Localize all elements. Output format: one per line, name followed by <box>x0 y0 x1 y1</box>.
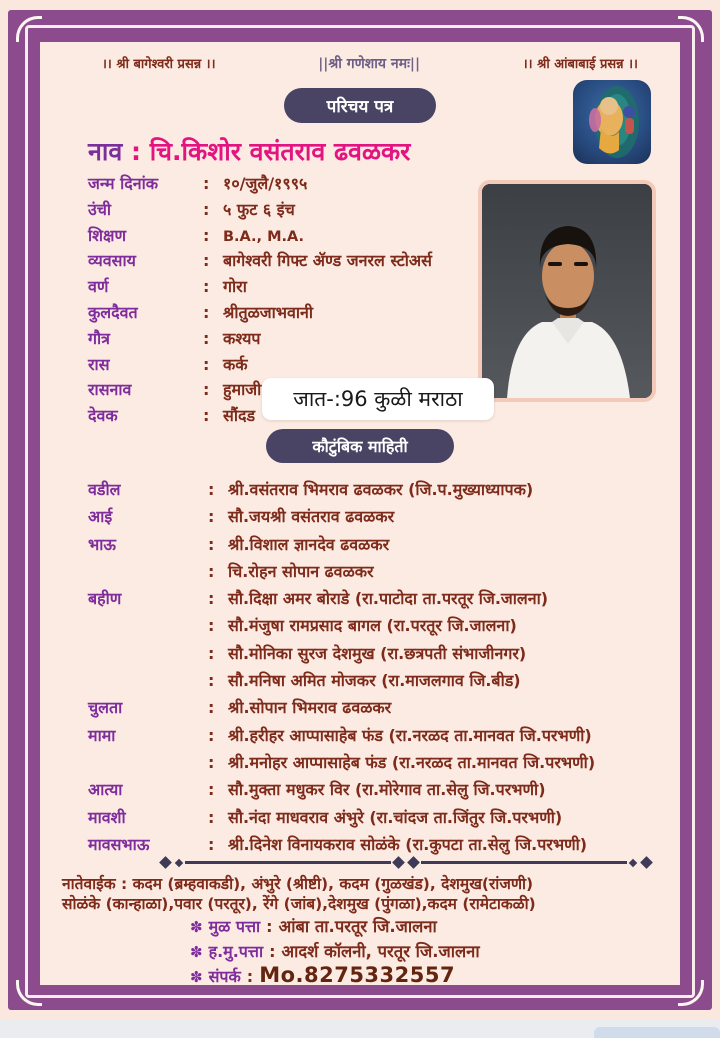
detail-value: हुमाजी <box>223 380 262 400</box>
address-label: ह.मु.पत्ता <box>208 941 264 961</box>
detail-label: रास <box>88 354 110 374</box>
diamond-ornament <box>159 856 172 869</box>
deity-image <box>573 80 651 164</box>
blessing-right: ।। श्री आंबाबाई प्रसन्न ।। <box>522 57 638 72</box>
colon: : <box>208 589 215 609</box>
address-block <box>190 914 480 988</box>
family-row <box>88 560 678 587</box>
detail-label: शिक्षण <box>88 225 127 245</box>
colon: : <box>208 480 215 499</box>
colon: : <box>203 380 210 400</box>
family-label: मामा <box>88 725 116 745</box>
detail-label: वर्ण <box>88 277 109 297</box>
contact-label: संपर्क <box>208 967 241 986</box>
family-row <box>88 533 678 560</box>
name-value: चि.किशोर वसंतराव ढवळकर <box>149 137 411 166</box>
family-row <box>88 669 678 696</box>
name-colon: : <box>130 137 141 166</box>
colon: : <box>208 616 215 636</box>
address-row <box>190 914 480 939</box>
star-bullet-icon: ✽ <box>190 918 203 936</box>
colon: : <box>208 507 215 527</box>
family-value: श्री.सोपान भिमराव ढवळकर <box>228 698 392 718</box>
family-row <box>88 478 678 505</box>
family-row <box>88 614 678 641</box>
colon: : <box>266 917 273 936</box>
colon: : <box>203 225 210 245</box>
family-value: सौ.नंदा माधवराव अंभुरे (रा.चांदज ता.जिंतुर जि.परभणी) <box>228 807 563 827</box>
detail-row <box>88 353 508 379</box>
detail-value: B.A., M.A. <box>223 228 305 245</box>
colon: : <box>208 725 215 745</box>
blessings-row <box>40 54 680 73</box>
diamond-ornament <box>629 858 637 866</box>
ganesha-icon <box>573 80 651 164</box>
relatives-line2: सोळंके (कान्हाळा),पवार (परतूर), रेंगे (जांब),देशमुख (पुंगळा),कदम (रामेटाकळी) <box>62 895 536 913</box>
detail-row <box>88 275 508 301</box>
profile-photo <box>478 180 656 402</box>
detail-label: उंची <box>88 199 112 219</box>
family-badge: कौटुंबिक माहिती <box>266 429 454 463</box>
colon: : <box>208 534 215 554</box>
address-value: आदर्श कॉलनी, परतूर जि.जालना <box>281 941 480 961</box>
colon: : <box>203 354 210 374</box>
viewer-ui-element[interactable] <box>594 1027 720 1038</box>
family-value: सौ.मनिषा अमित मोजकर (रा.माजलगाव जि.बीड) <box>228 671 521 691</box>
detail-value: सौंदड <box>223 406 256 426</box>
colon: : <box>208 752 215 772</box>
divider-line <box>185 861 391 864</box>
colon: : <box>246 967 254 986</box>
detail-row <box>88 172 508 198</box>
detail-row <box>88 198 508 224</box>
family-label: भाऊ <box>88 534 116 554</box>
colon: : <box>208 643 215 663</box>
family-label: मावसभाऊ <box>88 834 150 854</box>
family-value: श्री.मनोहर आप्पासाहेब फंड (रा.नरळद ता.मानवत जि.परभणी) <box>228 752 596 772</box>
family-row <box>88 505 678 532</box>
detail-row <box>88 301 508 327</box>
family-row <box>88 642 678 669</box>
ornamental-frame <box>8 10 712 1010</box>
blessing-left: ।। श्री बागेश्वरी प्रसन्न ।। <box>102 57 216 72</box>
star-bullet-icon: ✽ <box>190 942 203 961</box>
family-value: श्री.वसंतराव भिमराव ढवळकर (जि.प.मुख्याध्यापक) <box>228 480 534 499</box>
family-row <box>88 587 678 614</box>
detail-row <box>88 327 508 353</box>
family-label: चुलता <box>88 698 123 718</box>
diamond-ornament <box>407 856 420 869</box>
family-value: श्री.हरीहर आप्पासाहेब फंड (रा.नरळद ता.मानवत जि.परभणी) <box>228 725 592 745</box>
detail-label: व्यवसाय <box>88 251 136 271</box>
title-badge: परिचय पत्र <box>284 88 436 123</box>
address-row <box>190 939 480 964</box>
diamond-ornament <box>175 858 183 866</box>
family-row <box>88 751 678 778</box>
colon: : <box>203 302 210 322</box>
detail-value: १०/जुलै/१९९५ <box>223 174 308 193</box>
family-row <box>88 696 678 723</box>
colon: : <box>208 807 215 827</box>
family-row <box>88 778 678 805</box>
caste-overlay: जात-:96 कुळी मराठा <box>262 378 494 420</box>
family-label: मावशी <box>88 807 126 827</box>
address-label: मुळ पत्ता <box>208 917 261 936</box>
family-value: सौ.मंजुषा रामप्रसाद बागल (रा.परतूर जि.जालना) <box>228 616 517 636</box>
contact-row <box>190 963 480 988</box>
phone-number: Mo.8275332557 <box>259 963 456 987</box>
frame-corner-flourish <box>16 980 42 1006</box>
address-value: आंबा ता.परतूर जि.जालना <box>278 917 437 936</box>
detail-value: ५ फुट ६ इंच <box>223 199 295 219</box>
colon: : <box>208 671 215 691</box>
frame-corner-flourish <box>678 980 704 1006</box>
colon: : <box>203 277 210 297</box>
family-value: सौ.जयश्री वसंतराव ढवळकर <box>228 507 395 527</box>
colon: : <box>203 174 210 193</box>
card-content <box>40 42 680 985</box>
divider-line <box>421 861 627 864</box>
detail-value: कश्यप <box>223 328 261 348</box>
family-row <box>88 806 678 833</box>
detail-value: कर्क <box>223 354 248 374</box>
detail-label: रासनाव <box>88 380 132 400</box>
detail-label: कुलदैवत <box>88 302 138 322</box>
detail-row <box>88 224 508 250</box>
family-label: आई <box>88 507 113 527</box>
blessing-center: ||श्री गणेशाय नमः|| <box>318 56 421 72</box>
colon: : <box>208 834 215 854</box>
relatives-note <box>62 874 682 914</box>
name-label: नाव <box>88 137 123 166</box>
detail-value: बागेश्वरी गिफ्ट ॲण्ड जनरल स्टोअर्स <box>223 251 432 271</box>
portrait-photo <box>482 184 652 398</box>
colon: : <box>269 941 276 961</box>
colon: : <box>203 328 210 348</box>
family-value: श्री.दिनेश विनायकराव सोळंके (रा.कुपटा ता.सेलु जि.परभणी) <box>228 834 588 854</box>
diamond-ornament <box>392 856 405 869</box>
family-value: चि.रोहन सोपान ढवळकर <box>228 561 374 581</box>
name-row <box>88 134 410 168</box>
frame-corner-flourish <box>16 16 42 42</box>
detail-value: श्रीतुळजाभवानी <box>223 302 314 322</box>
diamond-ornament <box>640 856 653 869</box>
family-value: सौ.मुक्ता मधुकर विर (रा.मोरेगाव ता.सेलु जि.परभणी) <box>228 780 546 800</box>
relatives-line1: नातेवाईक : कदम (ब्रम्हवाकडी), अंभुरे (श्रीष्टी), कदम (गुळखंड), देशमुख(रांजणी) <box>62 875 534 893</box>
colon: : <box>208 561 215 581</box>
detail-label: गौत्र <box>88 328 110 348</box>
detail-label: देवक <box>88 406 118 426</box>
section-divider <box>158 858 654 867</box>
colon: : <box>203 406 210 426</box>
detail-value: गोरा <box>223 277 247 297</box>
family-row <box>88 833 678 860</box>
detail-label: जन्म दिनांक <box>88 174 159 193</box>
colon: : <box>203 251 210 271</box>
family-row <box>88 724 678 751</box>
family-label: वडील <box>88 480 121 499</box>
colon: : <box>203 199 210 219</box>
frame-corner-flourish <box>678 16 704 42</box>
colon: : <box>208 698 215 718</box>
family-label: आत्या <box>88 780 123 800</box>
family-value: सौ.मोनिका सुरज देशमुख (रा.छत्रपती संभाजीनगर) <box>228 643 527 663</box>
colon: : <box>208 780 215 800</box>
family-label: बहीण <box>88 589 122 609</box>
family-details <box>88 478 678 860</box>
star-bullet-icon: ✽ <box>190 968 203 986</box>
detail-row <box>88 249 508 275</box>
family-value: श्री.विशाल ज्ञानदेव ढवळकर <box>228 534 390 554</box>
family-value: सौ.दिक्षा अमर बोराडे (रा.पाटोदा ता.परतूर जि.जालना) <box>228 589 549 609</box>
